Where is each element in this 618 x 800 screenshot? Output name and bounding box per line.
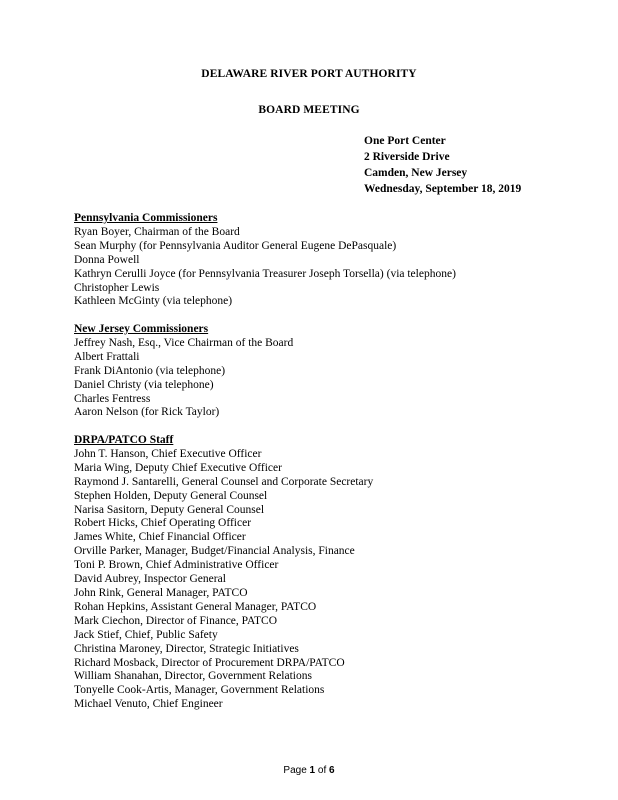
staff-line: Mark Ciechon, Director of Finance, PATCO <box>74 614 278 627</box>
address-line: Camden, New Jersey <box>364 167 468 179</box>
meeting-title: BOARD MEETING <box>258 104 360 116</box>
staff-line: David Aubrey, Inspector General <box>74 573 226 586</box>
attendee-line: Aaron Nelson (for Rick Taylor) <box>74 406 220 419</box>
staff-line: John T. Hanson, Chief Executive Officer <box>74 447 262 460</box>
staff-line: Christina Maroney, Director, Strategic Initiatives <box>74 642 299 655</box>
page-number-footer <box>0 765 618 776</box>
staff-line: John Rink, General Manager, PATCO <box>74 586 248 599</box>
staff-line: Michael Venuto, Chief Engineer <box>74 698 223 711</box>
attendee-line: Sean Murphy (for Pennsylvania Auditor General Eugene DePasquale) <box>74 239 397 252</box>
address-line: One Port Center <box>364 135 446 147</box>
attendee-line: Jeffrey Nash, Esq., Vice Chairman of the Board <box>74 336 294 349</box>
staff-line: Narisa Sasitorn, Deputy General Counsel <box>74 503 265 516</box>
staff-line: Stephen Holden, Deputy General Counsel <box>74 489 268 502</box>
attendee-line: Kathryn Cerulli Joyce (for Pennsylvania Treasurer Joseph Torsella) (via telephone) <box>74 267 456 280</box>
staff-line: Jack Stief, Chief, Public Safety <box>74 628 218 641</box>
section-heading: DRPA/PATCO Staff <box>74 434 174 446</box>
new-jersey-commissioners-section <box>74 323 293 420</box>
staff-line: Toni P. Brown, Chief Administrative Officer <box>74 559 279 572</box>
page-of-label: of <box>317 765 327 776</box>
attendee-line: Kathleen McGinty (via telephone) <box>74 295 233 308</box>
page-label: Page <box>283 765 307 776</box>
staff-line: Raymond J. Santarelli, General Counsel and Corporate Secretary <box>74 475 374 488</box>
staff-line: Maria Wing, Deputy Chief Executive Officer <box>74 461 282 474</box>
attendee-line: Donna Powell <box>74 253 140 266</box>
page-total: 6 <box>329 765 335 776</box>
attendee-line: Frank DiAntonio (via telephone) <box>74 364 226 377</box>
attendee-line: Albert Frattali <box>74 350 140 363</box>
staff-line: Rohan Hepkins, Assistant General Manager, PATCO <box>74 600 317 613</box>
organization-title: DELAWARE RIVER PORT AUTHORITY <box>201 68 417 80</box>
staff-line: Tonyelle Cook-Artis, Manager, Government Relations <box>74 684 325 697</box>
attendee-line: Ryan Boyer, Chairman of the Board <box>74 225 240 238</box>
meeting-date: Wednesday, September 18, 2019 <box>364 183 522 195</box>
meeting-location-block <box>364 133 521 197</box>
pennsylvania-commissioners-section <box>74 212 456 309</box>
section-heading: New Jersey Commissioners <box>74 323 209 335</box>
attendee-line: Christopher Lewis <box>74 281 160 294</box>
drpa-patco-staff-section <box>74 434 373 712</box>
staff-line: Orville Parker, Manager, Budget/Financial Analysis, Finance <box>74 545 355 558</box>
staff-line: James White, Chief Financial Officer <box>74 531 246 544</box>
staff-line: William Shanahan, Director, Government Relations <box>74 670 312 683</box>
staff-line: Richard Mosback, Director of Procurement DRPA/PATCO <box>74 656 345 669</box>
page-current: 1 <box>309 765 316 776</box>
section-heading: Pennsylvania Commissioners <box>74 212 218 224</box>
staff-line: Robert Hicks, Chief Operating Officer <box>74 517 252 530</box>
address-line: 2 Riverside Drive <box>364 151 450 163</box>
attendee-line: Daniel Christy (via telephone) <box>74 378 214 391</box>
attendee-line: Charles Fentress <box>74 392 151 405</box>
